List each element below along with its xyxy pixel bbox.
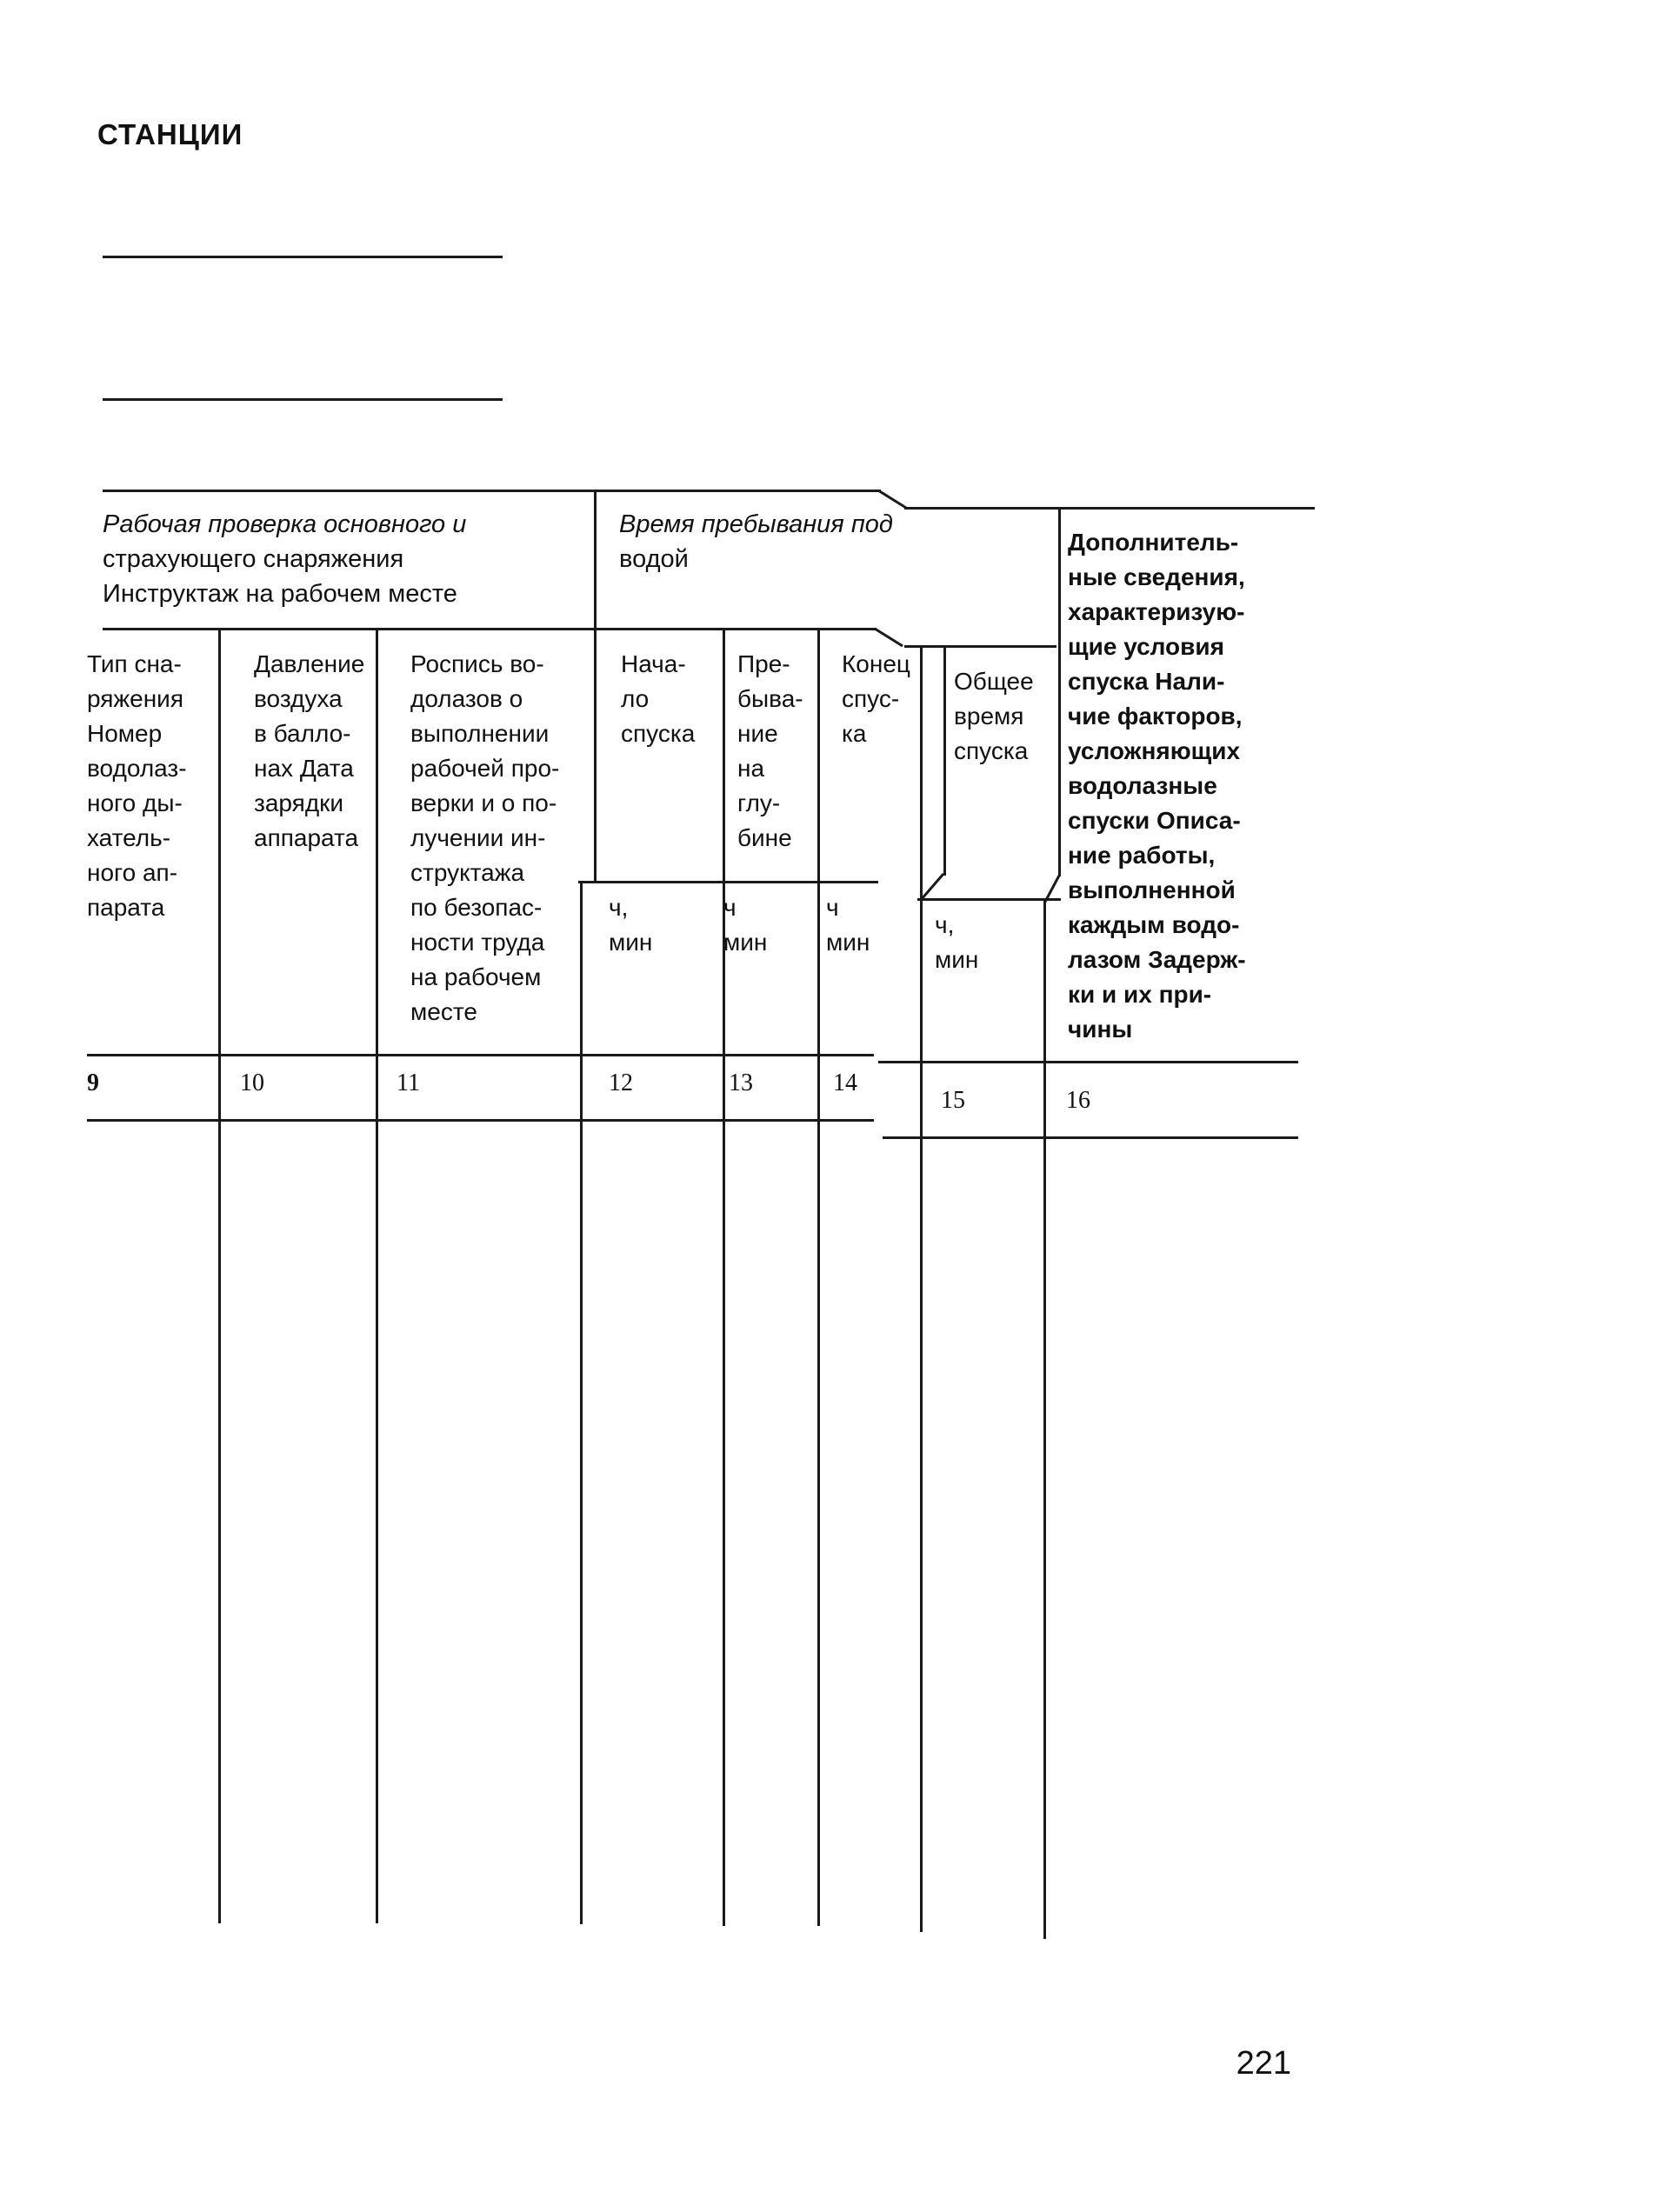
group-header-time-line2: водой [619,545,689,573]
col-rule-12-13 [723,630,725,1926]
group-header-check-line1: Рабочая проверка основного и [103,510,467,538]
unit-13: ч мин [723,894,768,956]
col-rule-9-10 [218,628,221,1923]
col-rule-11-12-lower [580,881,583,1924]
numbers-bottom-rule-left [87,1119,874,1122]
group-header-check-line2: страхующего снаряжения [103,545,404,573]
blank-line-2 [103,398,503,401]
group-header-time-line1: Время пребывания под [619,510,893,538]
group-header-check [103,507,590,611]
column-header-9: Тип сна- ряжения Номер водолаз- ного ды- хатель- ного ап- парата [87,650,187,921]
column-number-13: 13 [729,1069,753,1096]
numbers-rule-left [87,1054,874,1056]
column-number-15: 15 [941,1087,965,1114]
numbers-rule-right [878,1061,1298,1063]
column-number-9: 9 [87,1069,99,1096]
column-number-11: 11 [397,1069,420,1096]
numbers-bottom-rule-right [883,1136,1298,1139]
table-top-rule-left [103,490,881,492]
col-rule-13-14 [817,630,820,1926]
group-header-time [619,507,967,576]
col-rule-15-left-joint [917,872,947,903]
column-header-13: Пре- быва- ние на глу- бине [737,650,803,851]
column-number-12: 12 [609,1069,633,1096]
column-header-16: Дополнитель- ные сведения, характеризую- щие условия спуска Нали- чие факторов, усложняющих водолазные спуски Описа- ние работы, выполненной каждым водо- лазом Задерж- ки и их при- чины [1068,529,1246,1043]
column-header-14: Конец спус- ка [842,650,910,747]
column-number-10: 10 [240,1069,264,1096]
col-rule-11-12-upper [594,490,597,883]
unit-14: ч мин [826,894,870,956]
column-header-12: Нача- ло спуска [621,650,696,747]
page-number: 221 [1236,2045,1291,2082]
page-title: СТАНЦИИ [97,118,243,150]
col-rule-15-jog [920,645,946,663]
col-rule-15-16-upper [1058,507,1061,876]
col-rule-15-16-lower [1043,900,1046,1939]
unit-15: ч, мин [935,911,979,973]
column-header-11: Роспись во- долазов о выполнении рабочей про- верки и о по- лучении ин- структажа по безопас- ности труда на рабочем месте [410,650,560,1025]
group-header-check-line3: Инструктаж на рабочем месте [103,580,457,608]
unit-12: ч, мин [609,894,653,956]
blank-line-1 [103,256,503,258]
column-header-15: Общее время спуска [954,668,1034,764]
column-header-10: Давление воздуха в балло- нах Дата зарядки аппарата [254,650,365,851]
column-number-16: 16 [1066,1087,1090,1114]
column-number-14: 14 [833,1069,857,1096]
unit-row-rule-left [578,881,878,883]
col-rule-15-left [943,645,946,876]
col-rule-14-15 [920,645,923,1932]
